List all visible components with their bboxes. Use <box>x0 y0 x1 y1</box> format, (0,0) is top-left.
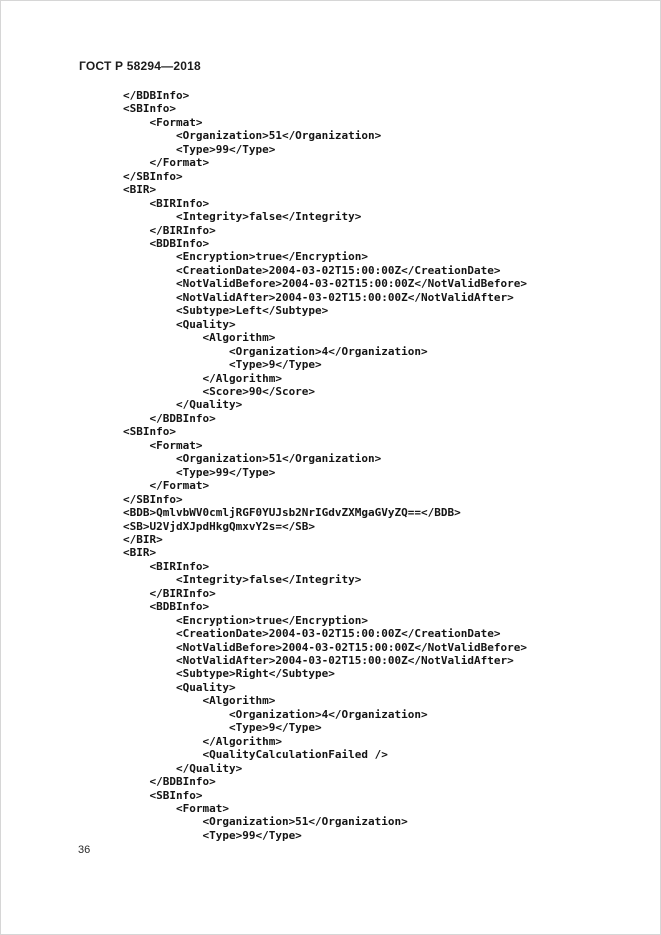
code-line: </BIRInfo> <box>123 586 216 600</box>
code-line: <BIR> <box>123 546 157 560</box>
code-line: </Format> <box>123 479 210 493</box>
code-line: <Type>9</Type> <box>123 721 322 735</box>
code-line: </BIR> <box>123 532 163 546</box>
code-line: <SBInfo> <box>123 102 176 116</box>
code-line: <BDB>QmlvbWV0cmljRGF0YUJsb2NrIGdvZXMgaGVyZQ==</BDB> <box>123 506 461 520</box>
code-line: <BIRInfo> <box>123 559 210 573</box>
code-line: </Algorithm> <box>123 371 282 385</box>
code-line: <Algorithm> <box>123 331 276 345</box>
code-line: <Format> <box>123 115 203 129</box>
code-line: <BDBInfo> <box>123 600 210 614</box>
code-line: <Score>90</Score> <box>123 384 316 398</box>
code-line: <SBInfo> <box>123 788 203 802</box>
xml-code-block <box>123 89 527 842</box>
code-line: <BIR> <box>123 183 157 197</box>
code-line: <Algorithm> <box>123 694 276 708</box>
code-line: <Type>99</Type> <box>123 828 302 842</box>
code-line: <Format> <box>123 802 229 816</box>
code-line: <Quality> <box>123 317 236 331</box>
code-line: </SBInfo> <box>123 492 183 506</box>
code-line: </SBInfo> <box>123 169 183 183</box>
code-line: <CreationDate>2004-03-02T15:00:00Z</CreationDate> <box>123 263 501 277</box>
code-line: <Type>99</Type> <box>123 465 276 479</box>
code-line: <CreationDate>2004-03-02T15:00:00Z</CreationDate> <box>123 627 501 641</box>
code-line: <Integrity>false</Integrity> <box>123 210 362 224</box>
code-line: <Organization>51</Organization> <box>123 129 382 143</box>
code-line: <SBInfo> <box>123 425 176 439</box>
code-line: <NotValidBefore>2004-03-02T15:00:00Z</NotValidBefore> <box>123 277 527 291</box>
code-line: <NotValidAfter>2004-03-02T15:00:00Z</NotValidAfter> <box>123 654 514 668</box>
code-line: <Type>9</Type> <box>123 358 322 372</box>
code-line: <Organization>51</Organization> <box>123 815 408 829</box>
code-line: <Organization>4</Organization> <box>123 707 428 721</box>
code-line: </BIRInfo> <box>123 223 216 237</box>
page-number: 36 <box>78 844 91 856</box>
code-line: <BDBInfo> <box>123 236 210 250</box>
code-line: <Integrity>false</Integrity> <box>123 573 362 587</box>
code-line: <NotValidBefore>2004-03-02T15:00:00Z</NotValidBefore> <box>123 640 527 654</box>
code-line: <QualityCalculationFailed /> <box>123 748 388 762</box>
code-line: <BIRInfo> <box>123 196 210 210</box>
code-line: <Subtype>Left</Subtype> <box>123 304 329 318</box>
code-line: <Quality> <box>123 680 236 694</box>
document-header-title: ГОСТ Р 58294—2018 <box>79 59 201 73</box>
code-line: <NotValidAfter>2004-03-02T15:00:00Z</NotValidAfter> <box>123 290 514 304</box>
code-line: </BDBInfo> <box>123 89 190 102</box>
code-line: <Organization>4</Organization> <box>123 344 428 358</box>
code-line: </Format> <box>123 156 210 170</box>
code-line: <SB>U2VjdXJpdHkgQmxvY2s=</SB> <box>123 519 316 533</box>
code-line: </BDBInfo> <box>123 775 216 789</box>
code-line: <Encryption>true</Encryption> <box>123 613 369 627</box>
code-line: </Quality> <box>123 761 243 775</box>
code-line: <Organization>51</Organization> <box>123 452 382 466</box>
code-line: <Encryption>true</Encryption> <box>123 250 369 264</box>
code-line: </BDBInfo> <box>123 411 216 425</box>
code-line: <Subtype>Right</Subtype> <box>123 667 335 681</box>
code-line: <Format> <box>123 438 203 452</box>
code-line: </Quality> <box>123 398 243 412</box>
code-line: </Algorithm> <box>123 734 282 748</box>
code-line: <Type>99</Type> <box>123 142 276 156</box>
